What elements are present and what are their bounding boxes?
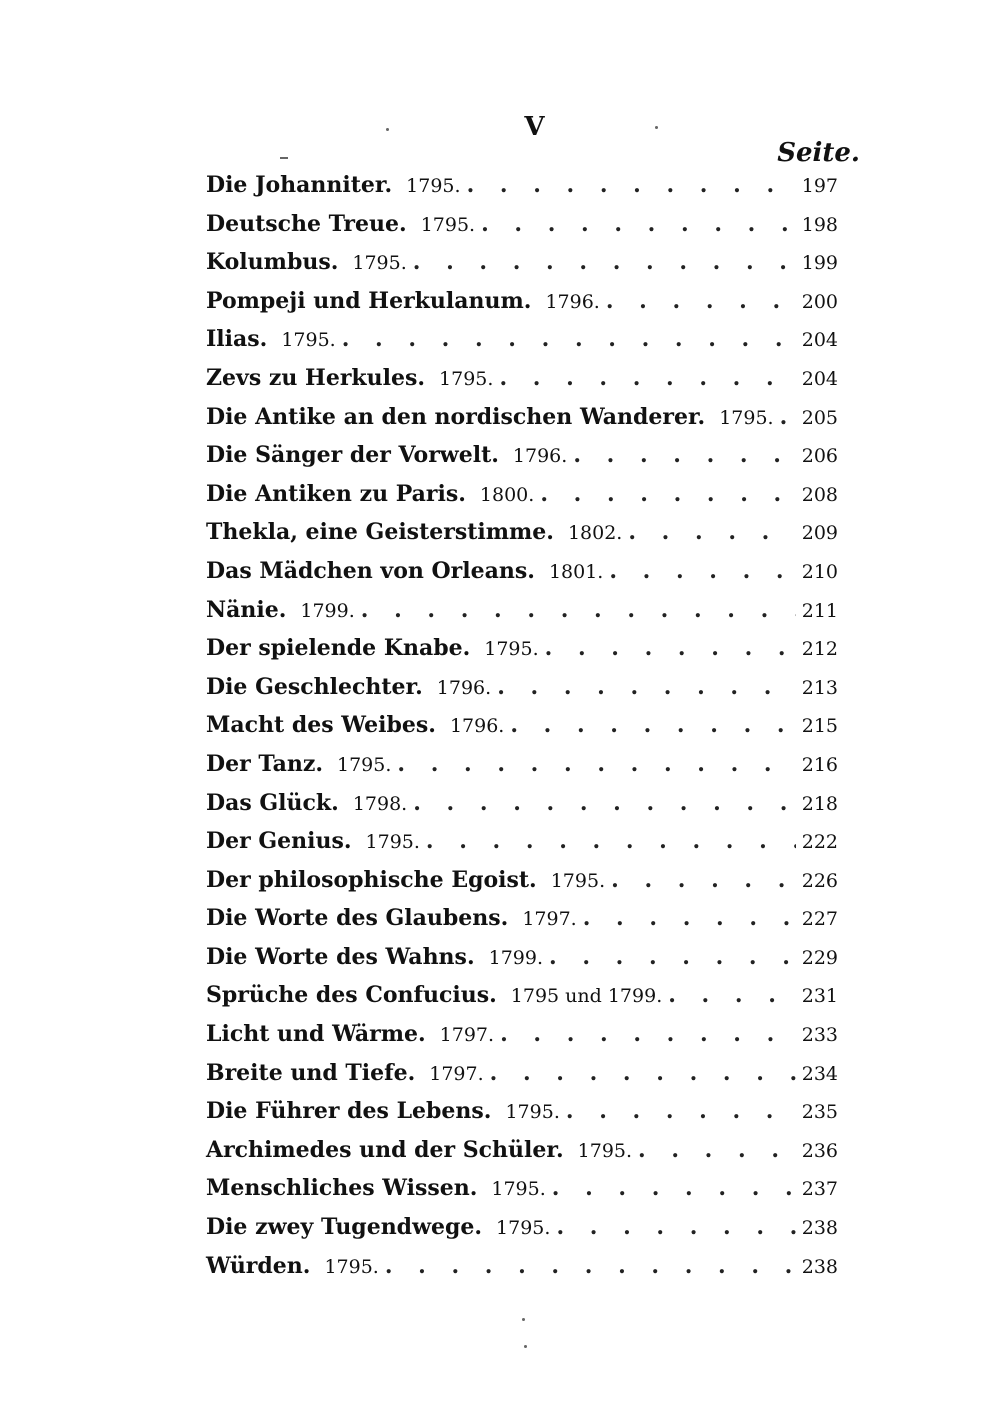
toc-row xyxy=(206,790,838,829)
toc-year: 1799. xyxy=(300,599,355,622)
dot-leader xyxy=(361,597,796,623)
dot-leader xyxy=(606,288,796,314)
toc-page-number: 238 xyxy=(801,1217,838,1240)
toc-title: Der spielende Knabe. xyxy=(206,635,471,662)
toc-title: Die Führer des Lebens. xyxy=(206,1098,492,1125)
toc-title: Menschliches Wissen. xyxy=(206,1175,478,1202)
toc-title: Nänie. xyxy=(206,596,287,623)
toc-row xyxy=(206,1021,838,1060)
toc-row xyxy=(206,326,838,365)
toc-year: 1797. xyxy=(439,1024,495,1047)
toc-page-number: 212 xyxy=(801,638,838,661)
dot-leader xyxy=(780,404,796,430)
toc-year: 1795. xyxy=(550,869,606,892)
toc-row xyxy=(206,828,838,867)
column-head-seite: Seite. xyxy=(777,138,860,168)
toc-title: Thekla, eine Geisterstimme. xyxy=(206,519,554,546)
toc-row xyxy=(206,1098,838,1137)
dot-leader xyxy=(628,519,795,545)
toc-title: Die Johanniter. xyxy=(206,172,393,198)
dot-leader xyxy=(540,481,795,507)
dot-leader xyxy=(638,1137,796,1163)
dot-leader xyxy=(497,674,796,700)
toc-year: 1795. xyxy=(281,329,336,352)
toc-page-number: 218 xyxy=(801,792,838,815)
toc-year: 1795. xyxy=(352,252,407,275)
toc-title: Licht und Wärme. xyxy=(206,1021,426,1048)
toc-row xyxy=(206,982,838,1021)
toc-row xyxy=(206,442,838,481)
toc-page-number: 226 xyxy=(801,869,838,892)
toc-page-number: 199 xyxy=(801,252,838,275)
toc-row xyxy=(206,558,838,597)
toc-row xyxy=(206,597,838,636)
dot-leader xyxy=(609,558,795,584)
toc-title: Die zwey Tugendwege. xyxy=(206,1214,483,1241)
toc-row xyxy=(206,1253,838,1292)
toc-year: 1795. xyxy=(719,406,774,429)
toc-year: 1799. xyxy=(488,946,544,969)
dot-leader xyxy=(556,1214,795,1240)
toc-year: 1798. xyxy=(352,792,408,815)
dot-leader xyxy=(397,751,795,777)
dot-leader xyxy=(426,828,796,854)
toc-page-number: 205 xyxy=(801,406,838,429)
toc-page-number: 222 xyxy=(801,831,838,854)
toc-title: Die Sänger der Vorwelt. xyxy=(206,442,499,469)
toc-row xyxy=(206,944,838,983)
dot-leader xyxy=(611,867,796,893)
dot-leader xyxy=(413,790,796,816)
toc-year: 1795. xyxy=(577,1139,633,1162)
print-speck xyxy=(524,1345,527,1348)
toc-page-number: 216 xyxy=(801,753,838,776)
toc-row xyxy=(206,1137,838,1176)
toc-year: 1795. xyxy=(365,831,420,854)
toc-page-number: 209 xyxy=(801,522,838,545)
dot-leader xyxy=(549,944,796,970)
toc-year: 1797. xyxy=(429,1062,484,1085)
print-speck xyxy=(522,1318,525,1321)
print-speck xyxy=(655,126,658,129)
toc-title: Das Glück. xyxy=(206,789,339,816)
toc-page-number: 227 xyxy=(801,908,838,931)
toc-page-number: 213 xyxy=(801,676,838,699)
toc-row xyxy=(206,481,838,520)
dot-leader xyxy=(499,365,795,391)
dot-leader xyxy=(385,1253,796,1279)
dot-leader xyxy=(467,172,796,198)
toc-page-number: 215 xyxy=(801,715,838,738)
toc-title: Die Antike an den nordischen Wanderer. xyxy=(206,403,706,430)
toc-page-number: 204 xyxy=(801,329,838,352)
toc-title: Die Worte des Wahns. xyxy=(206,943,475,970)
toc-title: Sprüche des Confucius. xyxy=(206,982,497,1009)
toc-year: 1796. xyxy=(436,676,492,699)
toc-title: Würden. xyxy=(206,1252,311,1279)
toc-page-number: 237 xyxy=(801,1178,838,1201)
toc-year: 1796. xyxy=(545,290,600,313)
toc-year: 1795. xyxy=(484,638,539,661)
toc-row xyxy=(206,1175,838,1214)
toc-title: Zevs zu Herkules. xyxy=(206,364,426,391)
toc-title: Die Antiken zu Paris. xyxy=(206,480,466,507)
toc-row xyxy=(206,404,838,443)
toc-year: 1802. xyxy=(567,522,623,545)
toc-page-number: 206 xyxy=(801,445,838,468)
toc-page-number: 233 xyxy=(801,1024,838,1047)
toc-row xyxy=(206,1060,838,1099)
toc-year: 1800. xyxy=(479,483,535,506)
toc-page-number: 210 xyxy=(801,560,838,583)
toc-page-number: 229 xyxy=(801,946,838,969)
toc-row xyxy=(206,365,838,404)
toc-page-number: 236 xyxy=(801,1139,838,1162)
toc-page-number: 238 xyxy=(801,1255,838,1278)
dot-leader xyxy=(413,249,796,275)
dot-leader xyxy=(552,1175,796,1201)
toc-page-number: 200 xyxy=(801,290,838,313)
toc-page-number: 208 xyxy=(801,483,838,506)
dot-leader xyxy=(342,326,796,352)
dot-leader xyxy=(573,442,795,468)
toc-page-number: 231 xyxy=(801,985,838,1008)
toc-year: 1795. xyxy=(496,1217,551,1240)
toc-row xyxy=(206,211,838,250)
dot-leader xyxy=(566,1098,796,1124)
toc-title: Kolumbus. xyxy=(206,249,339,276)
toc-title: Die Worte des Glaubens. xyxy=(206,905,509,932)
dot-leader xyxy=(668,982,796,1008)
dot-leader xyxy=(481,211,796,237)
dot-leader xyxy=(510,712,795,738)
print-speck xyxy=(280,157,288,159)
toc-row xyxy=(206,288,838,327)
toc-title: Die Geschlechter. xyxy=(206,673,423,700)
print-speck xyxy=(386,128,389,131)
toc-row xyxy=(206,905,838,944)
dot-leader xyxy=(490,1060,796,1086)
toc-year: 1795. xyxy=(406,175,461,197)
toc-year: 1795. xyxy=(439,367,494,390)
toc-row xyxy=(206,1214,838,1253)
toc-row xyxy=(206,674,838,713)
toc-year: 1795. xyxy=(324,1255,379,1278)
toc-title: Ilias. xyxy=(206,326,268,353)
toc-row xyxy=(206,712,838,751)
toc-year: 1797. xyxy=(522,908,577,931)
table-of-contents xyxy=(206,172,838,1291)
toc-page-number: 234 xyxy=(801,1062,838,1085)
toc-row xyxy=(206,867,838,906)
toc-year: 1801. xyxy=(548,560,604,583)
toc-year: 1795. xyxy=(420,213,476,236)
toc-year: 1795. xyxy=(505,1101,560,1124)
toc-title: Archimedes und der Schüler. xyxy=(206,1136,564,1163)
toc-row xyxy=(206,249,838,288)
toc-row xyxy=(206,635,838,674)
toc-page-number: 211 xyxy=(801,599,838,622)
toc-page-number: 235 xyxy=(801,1101,838,1124)
toc-row xyxy=(206,751,838,790)
toc-page-number: 198 xyxy=(801,213,838,236)
toc-row xyxy=(206,519,838,558)
page-signature: V xyxy=(524,112,546,142)
toc-year: 1796. xyxy=(512,445,568,468)
toc-year: 1795. xyxy=(491,1178,546,1201)
toc-page-number: 204 xyxy=(801,367,838,390)
toc-page-number: 197 xyxy=(801,175,838,197)
toc-title: Der Genius. xyxy=(206,828,352,855)
toc-title: Deutsche Treue. xyxy=(206,210,407,237)
toc-title: Breite und Tiefe. xyxy=(206,1059,416,1086)
toc-title: Der Tanz. xyxy=(206,750,323,777)
toc-year: 1795. xyxy=(337,753,392,776)
toc-year: 1795 und 1799. xyxy=(510,985,663,1008)
toc-title: Macht des Weibes. xyxy=(206,712,436,739)
toc-row xyxy=(206,172,838,211)
toc-title: Der philosophische Egoist. xyxy=(206,866,537,893)
dot-leader xyxy=(583,905,796,931)
dot-leader xyxy=(545,635,796,661)
toc-year: 1796. xyxy=(449,715,505,738)
dot-leader xyxy=(500,1021,796,1047)
toc-title: Pompeji und Herkulanum. xyxy=(206,287,532,314)
toc-title: Das Mädchen von Orleans. xyxy=(206,557,535,584)
